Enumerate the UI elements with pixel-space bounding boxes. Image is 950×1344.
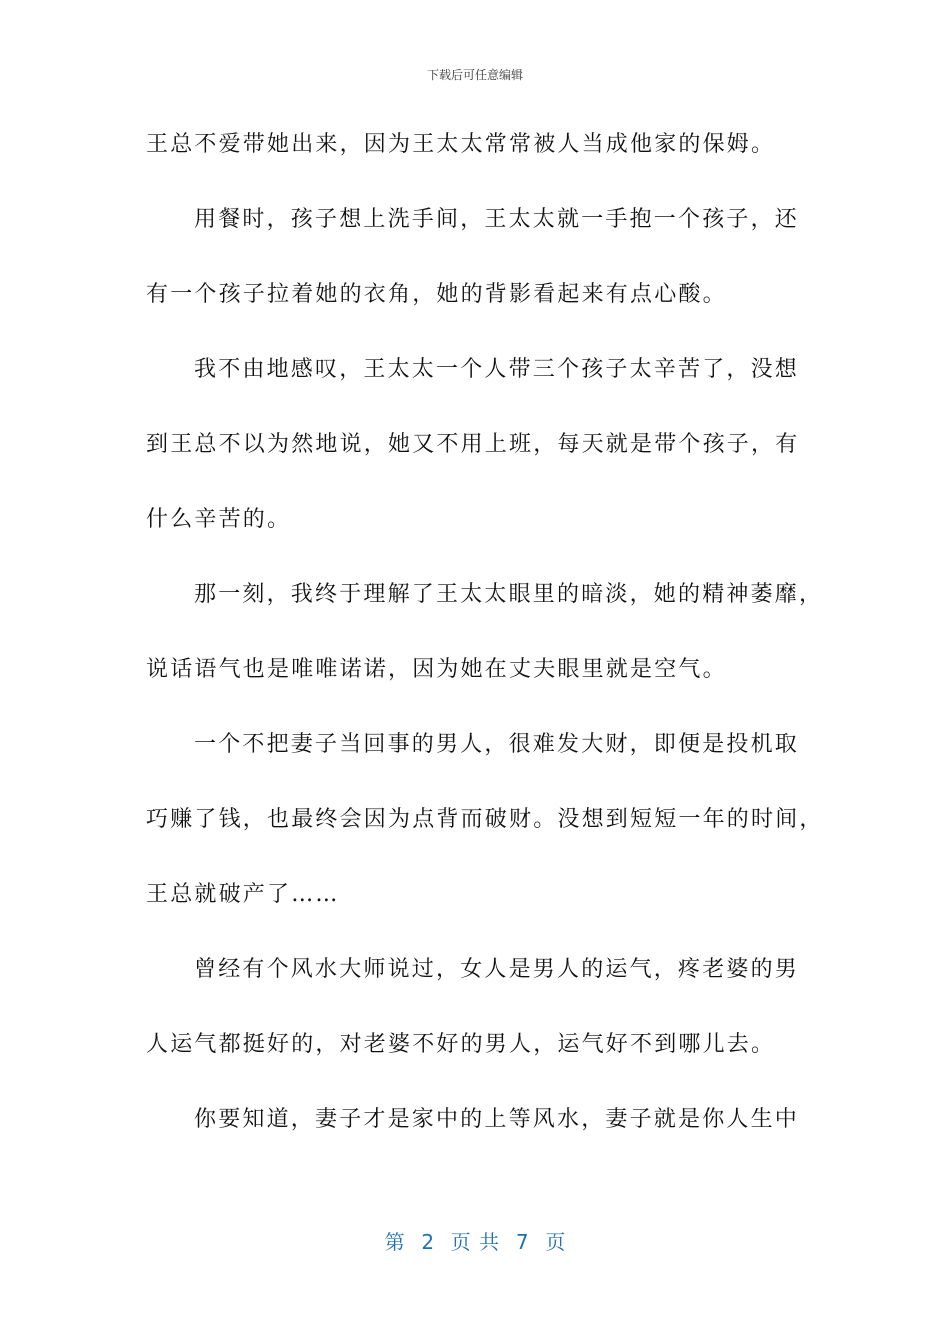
document-body <box>146 120 824 1170</box>
page-number-footer: 第 2 页 共 7 页 <box>384 1230 566 1254</box>
text-line: 有一个孩子拉着她的衣角，她的背影看起来有点心酸。 <box>146 282 727 307</box>
text-line: 王总就破产了…… <box>146 882 340 907</box>
text-line: 一个不把妻子当回事的男人，很难发大财，即便是投机取 <box>194 732 800 757</box>
page-header: 下载后可任意编辑 <box>426 68 523 82</box>
text-line: 说话语气也是唯唯诺诺，因为她在丈夫眼里就是空气。 <box>146 657 727 682</box>
text-line: 我不由地感叹，王太太一个人带三个孩子太辛苦了，没想 <box>194 357 800 382</box>
text-line: 用餐时，孩子想上洗手间，王太太就一手抱一个孩子，还 <box>194 207 800 232</box>
text-line: 到王总不以为然地说，她又不用上班，每天就是带个孩子，有 <box>146 432 800 457</box>
text-line: 曾经有个风水大师说过，女人是男人的运气，疼老婆的男 <box>194 957 800 982</box>
text-line: 那一刻，我终于理解了王太太眼里的暗淡，她的精神萎靡， <box>194 582 824 607</box>
text-line: 人运气都挺好的，对老婆不好的男人，运气好不到哪儿去。 <box>146 1032 776 1057</box>
text-line: 巧赚了钱，也最终会因为点背而破财。没想到短短一年的时间， <box>146 807 824 832</box>
text-line: 王总不爱带她出来，因为王太太常常被人当成他家的保姆。 <box>146 132 776 157</box>
text-line: 你要知道，妻子才是家中的上等风水，妻子就是你人生中 <box>194 1107 800 1132</box>
text-line: 什么辛苦的。 <box>146 507 292 532</box>
